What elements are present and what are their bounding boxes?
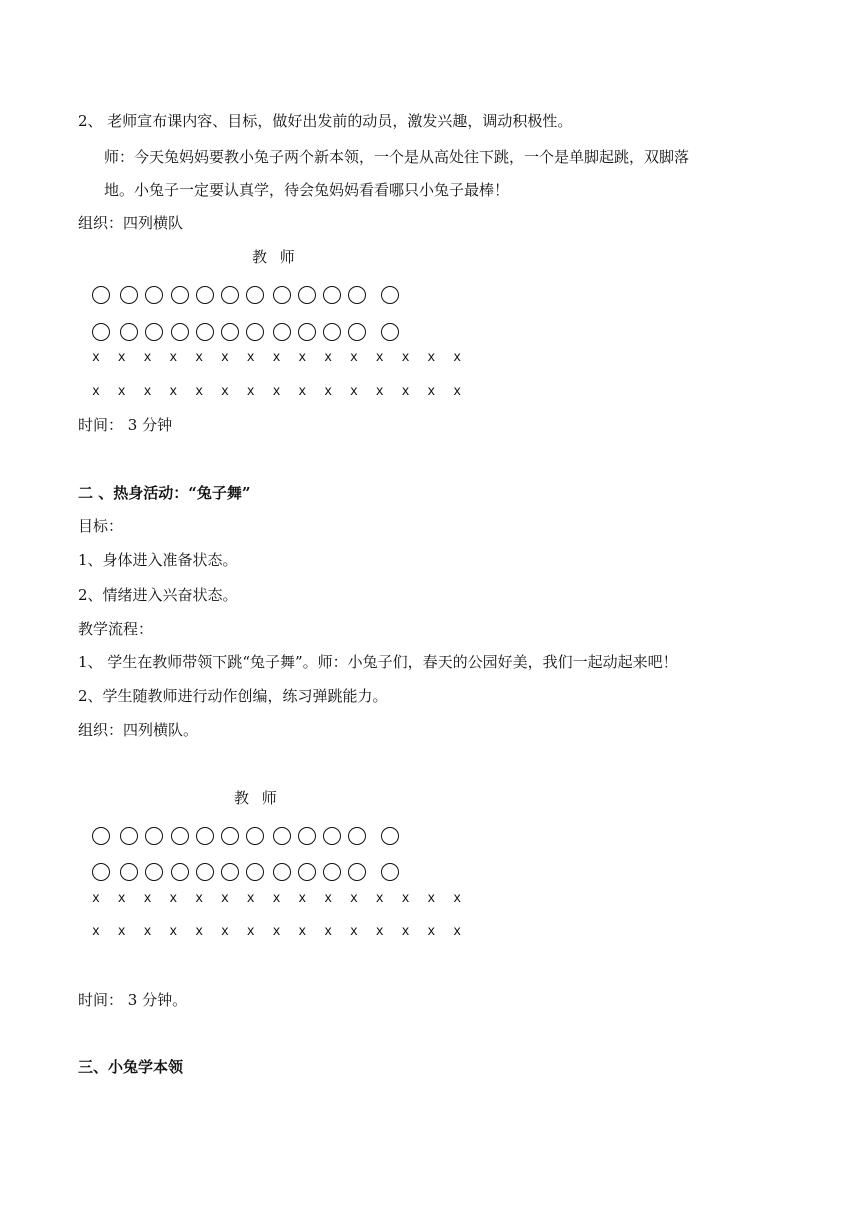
student-x-mark: x xyxy=(427,924,436,939)
student-circle xyxy=(381,863,399,881)
teacher-label: 教 师 xyxy=(252,248,299,266)
goal-item: 2、情绪进入兴奋状态。 xyxy=(78,586,238,604)
teacher-speech-line-1: 师：今天兔妈妈要教小兔子两个新本领，一个是从高处往下跳，一个是单脚起跳，双脚落 xyxy=(104,148,690,166)
student-circle xyxy=(120,827,138,845)
student-x-mark: x xyxy=(169,924,178,939)
student-circle xyxy=(348,323,366,341)
student-x-mark: x xyxy=(272,350,281,365)
student-x-mark: x xyxy=(401,384,410,399)
student-circle xyxy=(145,286,163,304)
student-x-mark: x xyxy=(221,924,229,939)
student-x-mark: x xyxy=(375,891,384,906)
student-x-mark: x xyxy=(117,384,126,399)
student-x-row xyxy=(0,889,860,909)
student-circle xyxy=(298,863,316,881)
student-circle xyxy=(381,323,399,341)
student-x-mark: x xyxy=(453,350,462,365)
student-x-mark: x xyxy=(246,350,255,365)
student-circle xyxy=(273,286,291,304)
student-x-mark: x xyxy=(246,924,255,939)
student-circle xyxy=(381,286,399,304)
student-circle xyxy=(221,286,239,304)
student-circle xyxy=(145,827,163,845)
student-x-mark: x xyxy=(246,891,255,906)
student-x-mark: x xyxy=(92,891,100,906)
student-x-mark: x xyxy=(401,924,410,939)
student-x-mark: x xyxy=(350,891,358,906)
student-circle xyxy=(273,863,291,881)
student-circle xyxy=(92,827,110,845)
student-x-mark: x xyxy=(221,384,229,399)
student-x-mark: x xyxy=(298,924,307,939)
student-circle xyxy=(196,323,214,341)
student-circle xyxy=(246,286,264,304)
student-x-mark: x xyxy=(195,924,204,939)
student-circle xyxy=(171,286,189,304)
student-circle xyxy=(92,286,110,304)
time-text: 时间： 3 分钟。 xyxy=(78,991,188,1009)
student-x-mark: x xyxy=(169,350,178,365)
student-x-mark: x xyxy=(272,384,281,399)
teacher-label: 教 师 xyxy=(234,789,281,807)
student-x-mark: x xyxy=(427,891,436,906)
student-circle xyxy=(171,323,189,341)
student-x-mark: x xyxy=(324,350,333,365)
section-heading: 二 、热身活动：“兔子舞” xyxy=(78,484,251,502)
student-x-mark: x xyxy=(272,891,281,906)
student-circle xyxy=(323,827,341,845)
student-x-mark: x xyxy=(324,384,333,399)
student-x-mark: x xyxy=(350,384,358,399)
student-circle-row xyxy=(0,285,860,307)
student-x-mark: x xyxy=(350,924,358,939)
student-x-mark: x xyxy=(143,384,152,399)
student-circle xyxy=(92,323,110,341)
student-x-mark: x xyxy=(375,350,384,365)
student-x-mark: x xyxy=(272,924,281,939)
student-circle xyxy=(298,827,316,845)
student-circle xyxy=(348,286,366,304)
student-x-mark: x xyxy=(375,384,384,399)
student-x-mark: x xyxy=(453,384,462,399)
student-x-mark: x xyxy=(195,384,204,399)
organization-text: 组织：四列横队 xyxy=(78,214,184,232)
student-circle xyxy=(171,827,189,845)
student-circle xyxy=(171,863,189,881)
student-circle xyxy=(120,323,138,341)
section-heading: 三、小兔学本领 xyxy=(78,1058,184,1076)
student-circle xyxy=(323,863,341,881)
goal-item: 1、身体进入准备状态。 xyxy=(78,551,238,569)
student-circle xyxy=(348,827,366,845)
time-text: 时间： 3 分钟 xyxy=(78,416,173,434)
student-circle xyxy=(196,863,214,881)
student-circle xyxy=(145,863,163,881)
student-x-mark: x xyxy=(298,891,307,906)
student-x-mark: x xyxy=(143,924,152,939)
student-x-mark: x xyxy=(169,891,178,906)
student-circle xyxy=(92,863,110,881)
student-x-mark: x xyxy=(221,350,229,365)
student-circle xyxy=(196,827,214,845)
student-x-mark: x xyxy=(453,924,462,939)
student-x-mark: x xyxy=(453,891,462,906)
student-x-mark: x xyxy=(427,384,436,399)
process-label: 教学流程： xyxy=(78,620,154,638)
student-circle xyxy=(221,323,239,341)
student-x-mark: x xyxy=(117,891,126,906)
organization-text: 组织：四列横队。 xyxy=(78,721,199,739)
student-x-mark: x xyxy=(143,350,152,365)
student-circle xyxy=(120,863,138,881)
item-2-text: 2、 老师宣布课内容、目标，做好出发前的动员，激发兴趣，调动积极性。 xyxy=(78,112,573,130)
student-x-mark: x xyxy=(298,350,307,365)
student-x-mark: x xyxy=(401,891,410,906)
student-circle-row xyxy=(0,322,860,344)
student-x-mark: x xyxy=(117,350,126,365)
student-x-mark: x xyxy=(92,924,100,939)
student-circle xyxy=(246,863,264,881)
student-x-row xyxy=(0,348,860,368)
student-circle xyxy=(246,323,264,341)
student-x-mark: x xyxy=(92,350,100,365)
student-x-row xyxy=(0,382,860,402)
student-circle xyxy=(120,286,138,304)
student-x-mark: x xyxy=(401,350,410,365)
student-x-mark: x xyxy=(427,350,436,365)
student-x-mark: x xyxy=(117,924,126,939)
student-circle xyxy=(323,323,341,341)
student-circle xyxy=(221,827,239,845)
goal-label: 目标： xyxy=(78,517,124,535)
student-circle xyxy=(145,323,163,341)
student-x-mark: x xyxy=(92,384,100,399)
student-x-row xyxy=(0,922,860,942)
student-circle xyxy=(246,827,264,845)
student-x-mark: x xyxy=(195,350,204,365)
student-x-mark: x xyxy=(324,891,333,906)
student-circle xyxy=(348,863,366,881)
process-step: 2、学生随教师进行动作创编，练习弹跳能力。 xyxy=(78,687,388,705)
teacher-speech-line-2: 地。小兔子一定要认真学，待会兔妈妈看看哪只小兔子最棒！ xyxy=(104,181,510,199)
student-x-mark: x xyxy=(169,384,178,399)
student-circle xyxy=(323,286,341,304)
student-x-mark: x xyxy=(350,350,358,365)
student-circle xyxy=(196,286,214,304)
student-x-mark: x xyxy=(195,891,204,906)
student-x-mark: x xyxy=(221,891,229,906)
student-x-mark: x xyxy=(143,891,152,906)
student-x-mark: x xyxy=(324,924,333,939)
student-circle xyxy=(298,286,316,304)
student-circle-row xyxy=(0,862,860,884)
student-circle xyxy=(381,827,399,845)
student-x-mark: x xyxy=(246,384,255,399)
process-step: 1、 学生在教师带领下跳“兔子舞”。师：小兔子们，春天的公园好美，我们一起动起来吧！ xyxy=(78,653,678,671)
student-circle xyxy=(298,323,316,341)
student-circle-row xyxy=(0,826,860,848)
student-x-mark: x xyxy=(298,384,307,399)
student-circle xyxy=(273,323,291,341)
student-circle xyxy=(273,827,291,845)
student-x-mark: x xyxy=(375,924,384,939)
student-circle xyxy=(221,863,239,881)
